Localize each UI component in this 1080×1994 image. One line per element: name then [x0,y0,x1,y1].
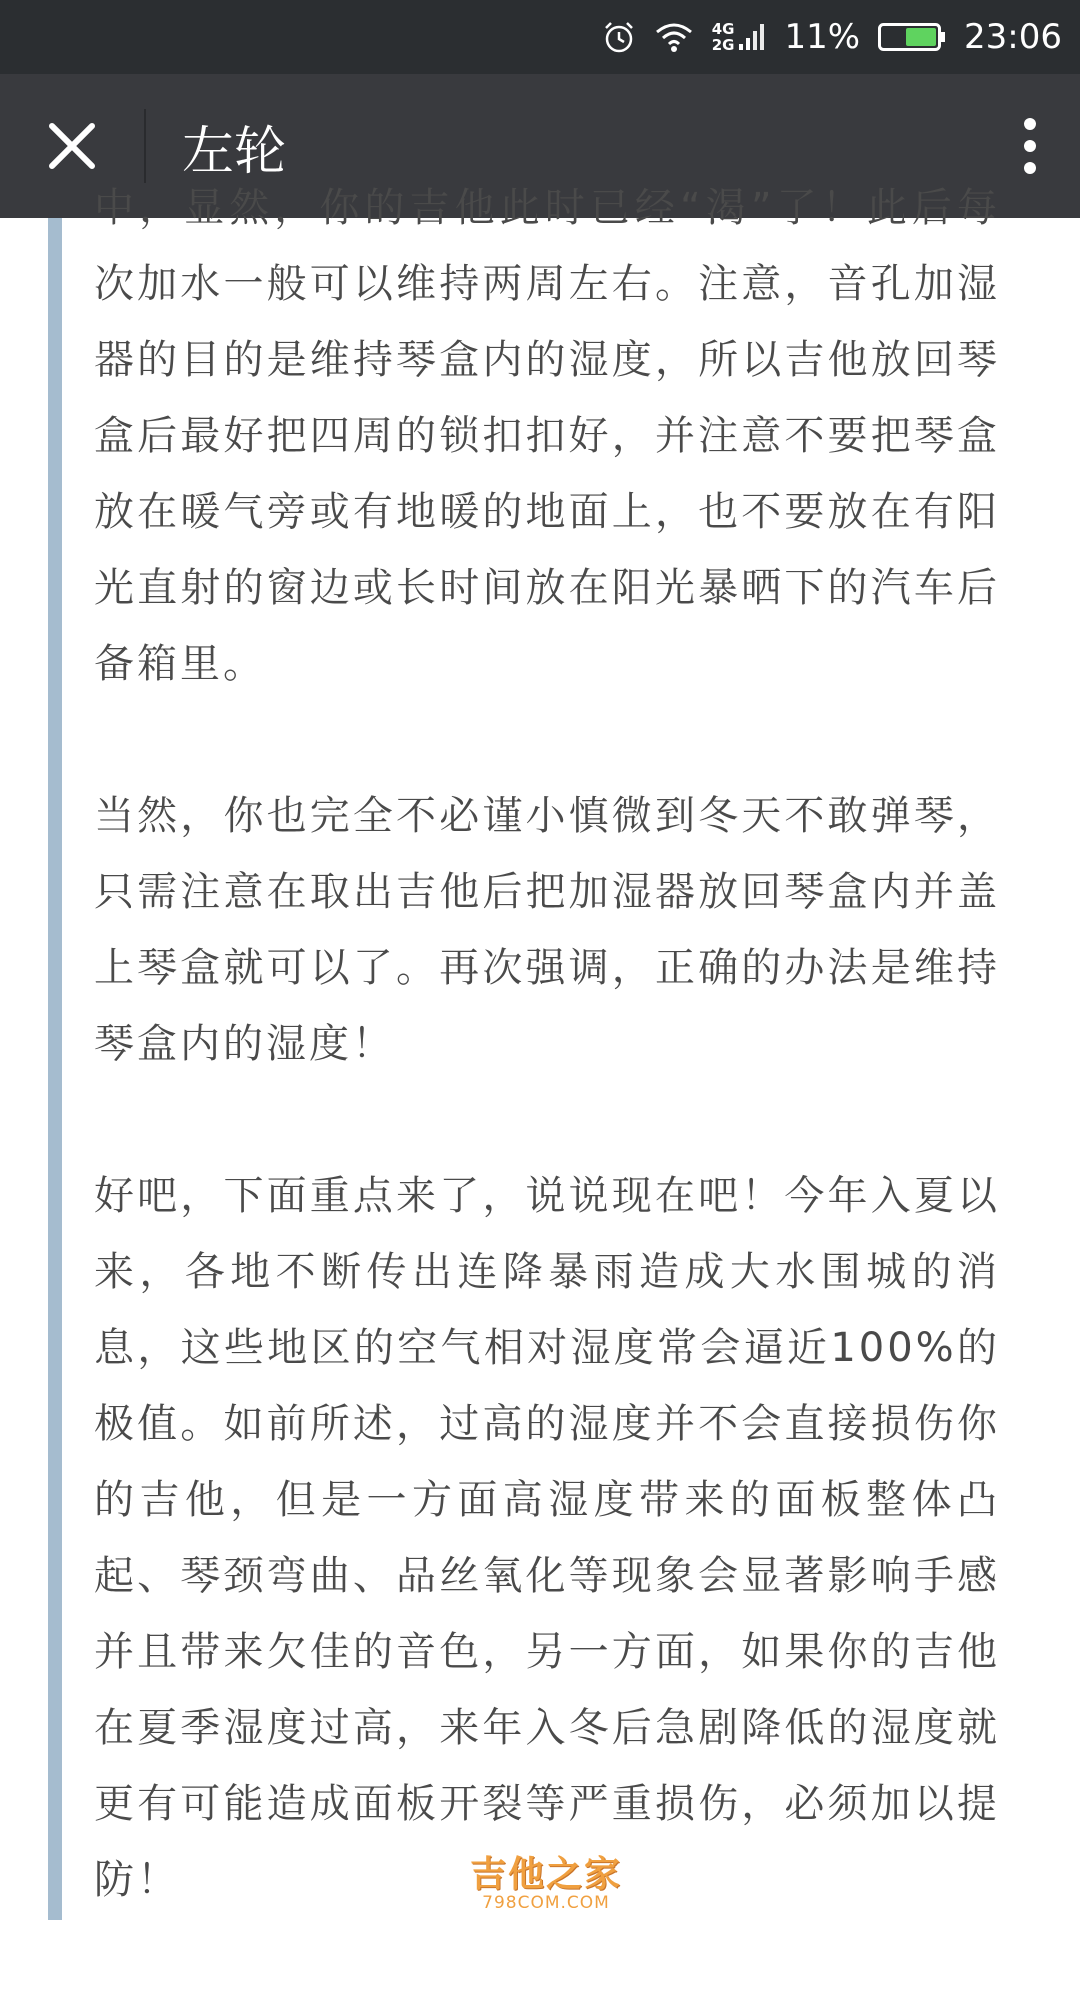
close-icon [46,120,98,172]
article-content[interactable] [0,185,1080,1920]
article-paragraph: 好吧，下面重点来了，说说现在吧！今年入夏以来，各地不断传出连降暴雨造成大水围城的消息，这些地区的空气相对湿度常会逼近100%的极值。如前所述，过高的湿度并不会直接损伤你的吉他，但是一方面高湿度带来的面板整体凸起、琴颈弯曲、品丝氧化等现象会显著影响手感并且带来欠佳的音色，另一方面，如果你的吉他在夏季湿度过高，来年入冬后急剧降低的湿度就更有可能造成面板开裂等严重损伤，必须加以提防！ [94,1173,1000,1903]
page-title: 左轮 [182,121,287,182]
watermark-sub: 798COM.COM [482,1893,610,1913]
article-paragraph: 中，显然，你的吉他此时已经“渴”了！此后每次加水一般可以维持两周左右。注意，音孔加湿器的目的是维持琴盒内的湿度，所以吉他放回琴盒后最好把四周的锁扣扣好，并注意不要把琴盒放在暖气旁或有地暖的地面上，也不要放在有阳光直射的窗边或长时间放在阳光暴晒下的汽车后备箱里。 [94,185,1000,687]
more-vertical-icon [1022,116,1038,176]
network-top-label: 4G [711,20,735,38]
status-time: 23:06 [964,17,1062,57]
wifi-icon [654,20,694,54]
battery-icon [878,22,946,52]
battery-percent: 11% [784,17,861,57]
blockquote-bar [48,218,62,1920]
network-indicator [712,21,767,53]
alarm-icon [602,20,636,54]
article-paragraph: 当然，你也完全不必谨小慎微到冬天不敢弹琴，只需注意在取出吉他后把加湿器放回琴盒内并盖上琴盒就可以了。再次强调，正确的办法是维持琴盒内的湿度！ [94,793,1000,1067]
watermark-main: 吉他之家 [470,1854,623,1895]
signal-icon [738,22,766,52]
status-bar [0,0,1080,74]
watermark-logo [470,1846,622,1913]
network-bottom-label: 2G [711,36,735,54]
article-body [94,170,1000,1994]
